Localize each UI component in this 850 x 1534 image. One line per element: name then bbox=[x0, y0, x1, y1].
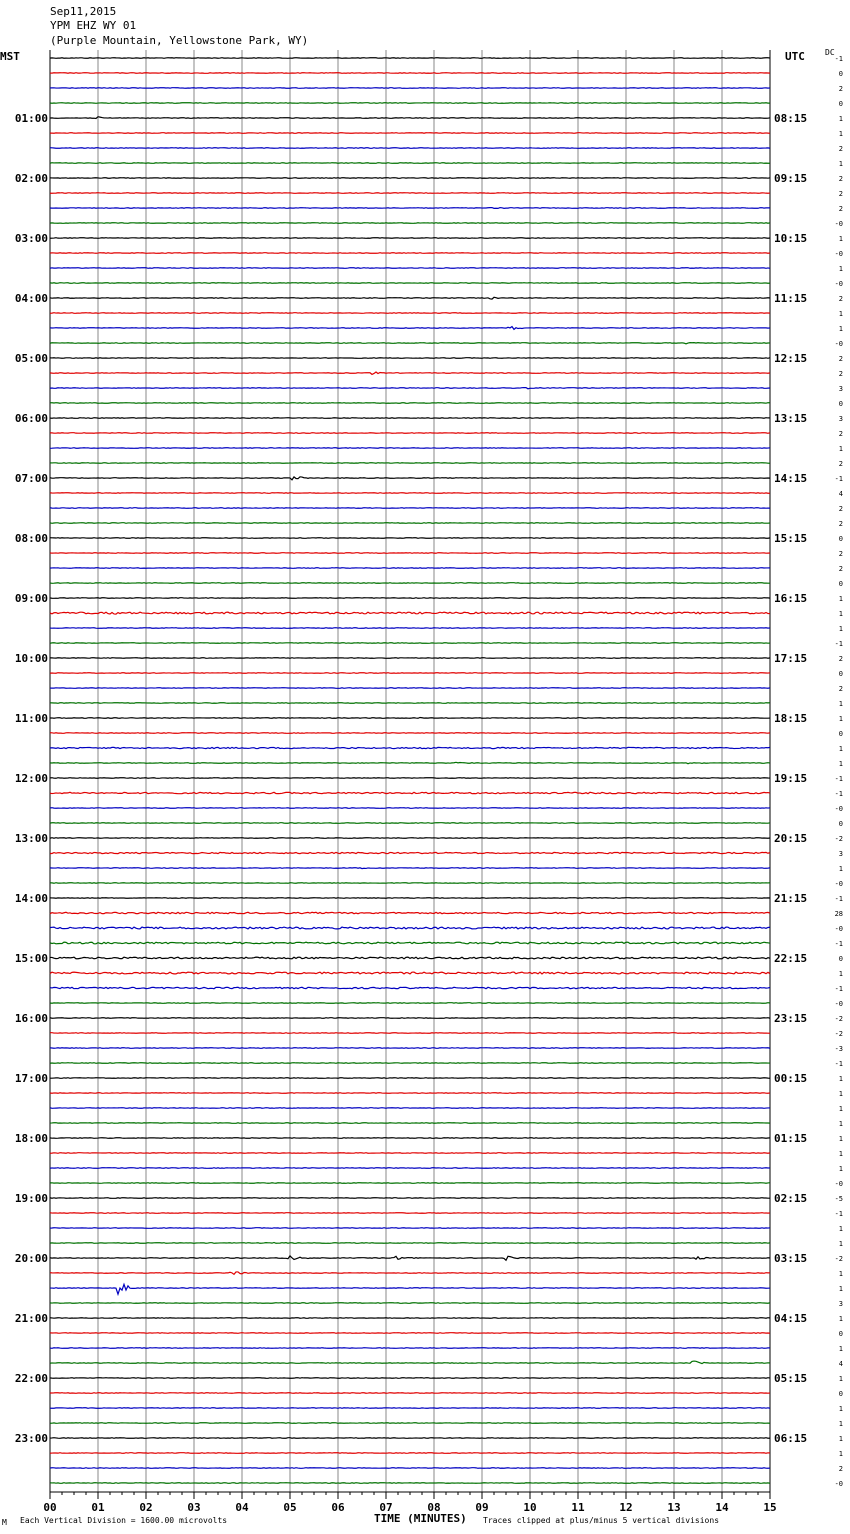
dc-offset-label: 0 bbox=[838, 1390, 843, 1398]
right-timezone-label: UTC bbox=[785, 50, 805, 63]
dc-offset-label: 1 bbox=[838, 1120, 843, 1128]
x-tick-label: 04 bbox=[235, 1501, 249, 1514]
trace-black bbox=[50, 1378, 770, 1379]
dc-offset-label: 1 bbox=[838, 1285, 843, 1293]
trace-black bbox=[50, 778, 770, 779]
dc-offset-label: 1 bbox=[838, 1270, 843, 1278]
x-tick-label: 02 bbox=[139, 1501, 153, 1514]
left-hour-label: 05:00 bbox=[14, 352, 48, 365]
x-tick-label: 03 bbox=[187, 1501, 201, 1514]
trace-red bbox=[50, 733, 770, 734]
trace-red bbox=[50, 372, 770, 374]
dc-offset-label: 2 bbox=[838, 520, 843, 528]
trace-red bbox=[50, 1453, 770, 1454]
left-hour-label: 17:00 bbox=[14, 1072, 48, 1085]
dc-offset-label: -0 bbox=[834, 1180, 843, 1188]
x-tick-label: 06 bbox=[331, 1501, 345, 1514]
trace-red bbox=[50, 553, 770, 554]
left-hour-label: 13:00 bbox=[14, 832, 48, 845]
dc-offset-label: 1 bbox=[838, 1315, 843, 1323]
x-tick-label: 01 bbox=[91, 1501, 105, 1514]
dc-offset-label: 1 bbox=[838, 1135, 843, 1143]
trace-red bbox=[50, 852, 770, 853]
dc-offset-label: 1 bbox=[838, 445, 843, 453]
trace-black bbox=[50, 1438, 770, 1439]
right-hour-label: 21:15 bbox=[774, 892, 808, 905]
dc-offset-label: -3 bbox=[834, 1045, 843, 1053]
left-hour-label: 09:00 bbox=[14, 592, 48, 605]
dc-offset-label: 3 bbox=[838, 850, 843, 858]
trace-green bbox=[50, 223, 770, 224]
station-location: (Purple Mountain, Yellowstone Park, WY) bbox=[50, 34, 309, 47]
dc-offset-label: 4 bbox=[838, 1360, 843, 1368]
dc-offset-label: 2 bbox=[838, 85, 843, 93]
x-tick-label: 12 bbox=[619, 1501, 633, 1514]
dc-offset-label: 1 bbox=[838, 865, 843, 873]
chart-date: Sep11,2015 bbox=[50, 5, 117, 18]
dc-offset-label: 2 bbox=[838, 685, 843, 693]
dc-offset-label: 1 bbox=[838, 1225, 843, 1233]
trace-red bbox=[50, 433, 770, 434]
dc-offset-label: 0 bbox=[838, 730, 843, 738]
dc-offset-label: 1 bbox=[838, 130, 843, 138]
trace-black bbox=[50, 418, 770, 419]
trace-black bbox=[50, 838, 770, 839]
trace-blue bbox=[50, 987, 770, 988]
right-hour-label: 13:15 bbox=[774, 412, 808, 425]
dc-offset-label: -1 bbox=[834, 895, 843, 903]
trace-red bbox=[50, 193, 770, 194]
x-tick-label: 10 bbox=[523, 1501, 537, 1514]
dc-offset-label: 2 bbox=[838, 505, 843, 513]
trace-black bbox=[50, 1256, 770, 1260]
trace-green bbox=[50, 1123, 770, 1124]
trace-blue bbox=[50, 868, 770, 869]
trace-red bbox=[50, 1153, 770, 1154]
dc-offset-label: -2 bbox=[834, 1015, 843, 1023]
trace-green bbox=[50, 1361, 770, 1364]
right-hour-label: 03:15 bbox=[774, 1252, 808, 1265]
trace-blue bbox=[50, 688, 770, 689]
dc-offset-label: 0 bbox=[838, 400, 843, 408]
dc-offset-label: 4 bbox=[838, 490, 843, 498]
x-tick-label: 05 bbox=[283, 1501, 297, 1514]
trace-green bbox=[50, 523, 770, 524]
left-hour-label: 12:00 bbox=[14, 772, 48, 785]
dc-offset-label: 1 bbox=[838, 1375, 843, 1383]
trace-red bbox=[50, 73, 770, 74]
right-hour-label: 18:15 bbox=[774, 712, 808, 725]
dc-offset-label: 2 bbox=[838, 370, 843, 378]
corner-mark: M bbox=[2, 1518, 7, 1527]
dc-offset-label: 0 bbox=[838, 100, 843, 108]
trace-layer bbox=[50, 58, 770, 1484]
dc-offset-label: 2 bbox=[838, 460, 843, 468]
x-tick-label: 07 bbox=[379, 1501, 393, 1514]
dc-offset-label: 0 bbox=[838, 70, 843, 78]
dc-offset-label: 1 bbox=[838, 1240, 843, 1248]
dc-offset-label: 3 bbox=[838, 385, 843, 393]
dc-offset-label: -0 bbox=[834, 925, 843, 933]
trace-red bbox=[50, 1272, 770, 1274]
dc-offset-label: 1 bbox=[838, 235, 843, 243]
right-hour-label: 11:15 bbox=[774, 292, 808, 305]
trace-green bbox=[50, 1303, 770, 1304]
right-hour-label: 20:15 bbox=[774, 832, 808, 845]
trace-green bbox=[50, 1003, 770, 1004]
trace-blue bbox=[50, 268, 770, 269]
dc-offset-label: 0 bbox=[838, 670, 843, 678]
trace-green bbox=[50, 463, 770, 464]
dc-offset-label: 1 bbox=[838, 625, 843, 633]
trace-red bbox=[50, 612, 770, 614]
left-hour-label: 20:00 bbox=[14, 1252, 48, 1265]
right-hour-label: 06:15 bbox=[774, 1432, 808, 1445]
trace-red bbox=[50, 972, 770, 974]
left-hour-label: 16:00 bbox=[14, 1012, 48, 1025]
dc-offset-label: 2 bbox=[838, 565, 843, 573]
trace-black bbox=[50, 58, 770, 59]
trace-red bbox=[50, 133, 770, 134]
trace-black bbox=[50, 1198, 770, 1199]
dc-offset-label: 1 bbox=[838, 1075, 843, 1083]
dc-offset-label: 1 bbox=[838, 745, 843, 753]
right-hour-label: 04:15 bbox=[774, 1312, 808, 1325]
right-hour-label: 12:15 bbox=[774, 352, 808, 365]
dc-offset-label: 2 bbox=[838, 430, 843, 438]
trace-blue bbox=[50, 568, 770, 569]
left-hour-label: 10:00 bbox=[14, 652, 48, 665]
trace-black bbox=[50, 538, 770, 539]
trace-black bbox=[50, 658, 770, 659]
dc-offset-label: 2 bbox=[838, 655, 843, 663]
x-tick-label: 09 bbox=[475, 1501, 489, 1514]
trace-green bbox=[50, 163, 770, 164]
trace-green bbox=[50, 283, 770, 284]
dc-offset-label: 2 bbox=[838, 190, 843, 198]
left-hour-label: 22:00 bbox=[14, 1372, 48, 1385]
dc-offset-label: 1 bbox=[838, 325, 843, 333]
left-hour-label: 19:00 bbox=[14, 1192, 48, 1205]
dc-offset-label: -1 bbox=[834, 640, 843, 648]
right-hour-label: 19:15 bbox=[774, 772, 808, 785]
trace-blue bbox=[50, 1348, 770, 1349]
x-tick-label: 15 bbox=[763, 1501, 777, 1514]
trace-red bbox=[50, 912, 770, 913]
trace-red bbox=[50, 1093, 770, 1094]
left-hour-label: 18:00 bbox=[14, 1132, 48, 1145]
dc-offset-label: -2 bbox=[834, 1030, 843, 1038]
right-hour-label: 23:15 bbox=[774, 1012, 808, 1025]
trace-blue bbox=[50, 1408, 770, 1409]
trace-blue bbox=[50, 148, 770, 149]
dc-offset-label: 1 bbox=[838, 1150, 843, 1158]
dc-offset-label: 2 bbox=[838, 550, 843, 558]
dc-offset-label: -0 bbox=[834, 1000, 843, 1008]
left-hour-label: 04:00 bbox=[14, 292, 48, 305]
dc-offset-label: 28 bbox=[834, 910, 843, 918]
trace-green bbox=[50, 762, 770, 763]
dc-offset-label: 1 bbox=[838, 310, 843, 318]
trace-green bbox=[50, 343, 770, 344]
trace-black bbox=[50, 1078, 770, 1079]
dc-offset-label: 3 bbox=[838, 415, 843, 423]
dc-offset-label: -0 bbox=[834, 805, 843, 813]
dc-offset-label: 0 bbox=[838, 535, 843, 543]
right-hour-label: 17:15 bbox=[774, 652, 808, 665]
dc-offset-label: 1 bbox=[838, 160, 843, 168]
left-hour-label: 02:00 bbox=[14, 172, 48, 185]
trace-blue bbox=[50, 747, 770, 748]
left-hour-label: 03:00 bbox=[14, 232, 48, 245]
x-axis-label: TIME (MINUTES) bbox=[374, 1512, 467, 1525]
dc-offset-label: -0 bbox=[834, 1480, 843, 1488]
trace-blue bbox=[50, 327, 770, 330]
trace-black bbox=[50, 957, 770, 959]
trace-red bbox=[50, 673, 770, 674]
right-hour-label: 08:15 bbox=[774, 112, 808, 125]
trace-red bbox=[50, 792, 770, 793]
station-code: YPM EHZ WY 01 bbox=[50, 19, 137, 32]
dc-offset-label: -2 bbox=[834, 1255, 843, 1263]
dc-offset-label: 1 bbox=[838, 1165, 843, 1173]
dc-offset-label: 1 bbox=[838, 1345, 843, 1353]
trace-black bbox=[50, 117, 770, 119]
left-hour-label: 23:00 bbox=[14, 1432, 48, 1445]
dc-offset-label: 0 bbox=[838, 580, 843, 588]
trace-green bbox=[50, 643, 770, 644]
dc-offset-label: -2 bbox=[834, 835, 843, 843]
x-tick-label: 13 bbox=[667, 1501, 681, 1514]
trace-blue bbox=[50, 388, 770, 389]
trace-green bbox=[50, 1483, 770, 1484]
trace-blue bbox=[50, 1168, 770, 1169]
dc-label: DC bbox=[825, 48, 835, 57]
dc-offset-label: -1 bbox=[834, 1060, 843, 1068]
dc-offset-label: 2 bbox=[838, 355, 843, 363]
trace-black bbox=[50, 477, 770, 480]
dc-offset-label: 1 bbox=[838, 1090, 843, 1098]
dc-offset-label: -1 bbox=[834, 55, 843, 63]
trace-blue bbox=[50, 88, 770, 89]
dc-offset-label: 1 bbox=[838, 1405, 843, 1413]
dc-offset-label: 2 bbox=[838, 145, 843, 153]
trace-red bbox=[50, 493, 770, 494]
trace-blue bbox=[50, 1284, 770, 1294]
trace-green bbox=[50, 823, 770, 824]
left-hour-label: 11:00 bbox=[14, 712, 48, 725]
right-hour-label: 15:15 bbox=[774, 532, 808, 545]
left-hour-label: 15:00 bbox=[14, 952, 48, 965]
trace-green bbox=[50, 1423, 770, 1424]
dc-offset-label: 2 bbox=[838, 205, 843, 213]
dc-offset-label: 2 bbox=[838, 175, 843, 183]
right-hour-label: 10:15 bbox=[774, 232, 808, 245]
x-tick-label: 00 bbox=[43, 1501, 57, 1514]
left-hour-label: 01:00 bbox=[14, 112, 48, 125]
dc-offset-label: -1 bbox=[834, 940, 843, 948]
right-hour-label: 22:15 bbox=[774, 952, 808, 965]
label-layer bbox=[15, 55, 843, 1514]
trace-blue bbox=[50, 628, 770, 629]
dc-offset-label: -1 bbox=[834, 775, 843, 783]
dc-offset-label: 1 bbox=[838, 760, 843, 768]
dc-offset-label: -0 bbox=[834, 220, 843, 228]
dc-offset-label: 1 bbox=[838, 265, 843, 273]
dc-offset-label: 2 bbox=[838, 295, 843, 303]
right-hour-label: 00:15 bbox=[774, 1072, 808, 1085]
left-hour-label: 14:00 bbox=[14, 892, 48, 905]
trace-blue bbox=[50, 808, 770, 809]
trace-red bbox=[50, 313, 770, 314]
dc-offset-label: 1 bbox=[838, 1435, 843, 1443]
dc-offset-label: 1 bbox=[838, 970, 843, 978]
trace-red bbox=[50, 1213, 770, 1214]
dc-offset-label: 1 bbox=[838, 700, 843, 708]
dc-offset-label: 1 bbox=[838, 610, 843, 618]
dc-offset-label: 1 bbox=[838, 715, 843, 723]
trace-green bbox=[50, 1242, 770, 1243]
dc-offset-label: 0 bbox=[838, 1330, 843, 1338]
dc-offset-label: 2 bbox=[838, 1465, 843, 1473]
trace-black bbox=[50, 178, 770, 179]
trace-black bbox=[50, 898, 770, 899]
trace-blue bbox=[50, 508, 770, 509]
trace-green bbox=[50, 1063, 770, 1064]
trace-green bbox=[50, 403, 770, 404]
trace-green bbox=[50, 1183, 770, 1184]
trace-red bbox=[50, 1393, 770, 1394]
dc-offset-label: -0 bbox=[834, 250, 843, 258]
trace-green bbox=[50, 103, 770, 104]
trace-black bbox=[50, 1318, 770, 1319]
trace-green bbox=[50, 703, 770, 704]
x-tick-label: 11 bbox=[571, 1501, 585, 1514]
dc-offset-label: 1 bbox=[838, 1450, 843, 1458]
trace-green bbox=[50, 583, 770, 584]
clip-note: Traces clipped at plus/minus 5 vertical divisions bbox=[483, 1516, 720, 1525]
left-hour-label: 07:00 bbox=[14, 472, 48, 485]
dc-offset-label: 1 bbox=[838, 1105, 843, 1113]
left-hour-label: 06:00 bbox=[14, 412, 48, 425]
trace-black bbox=[50, 358, 770, 359]
trace-blue bbox=[50, 927, 770, 929]
right-hour-label: 05:15 bbox=[774, 1372, 808, 1385]
trace-black bbox=[50, 1018, 770, 1019]
dc-offset-label: 1 bbox=[838, 1420, 843, 1428]
x-tick-label: 14 bbox=[715, 1501, 729, 1514]
trace-black bbox=[50, 238, 770, 239]
x-tick-label: 08 bbox=[427, 1501, 441, 1514]
right-hour-label: 14:15 bbox=[774, 472, 808, 485]
dc-offset-label: 0 bbox=[838, 820, 843, 828]
dc-offset-label: 1 bbox=[838, 595, 843, 603]
right-hour-label: 09:15 bbox=[774, 172, 808, 185]
trace-black bbox=[50, 598, 770, 599]
dc-offset-label: -1 bbox=[834, 475, 843, 483]
dc-offset-label: -0 bbox=[834, 340, 843, 348]
trace-red bbox=[50, 1333, 770, 1334]
dc-offset-label: -0 bbox=[834, 280, 843, 288]
dc-offset-label: -1 bbox=[834, 790, 843, 798]
dc-offset-label: 3 bbox=[838, 1300, 843, 1308]
dc-offset-label: -0 bbox=[834, 880, 843, 888]
right-hour-label: 02:15 bbox=[774, 1192, 808, 1205]
dc-offset-label: -1 bbox=[834, 985, 843, 993]
trace-green bbox=[50, 942, 770, 944]
trace-black bbox=[50, 1138, 770, 1139]
trace-red bbox=[50, 1033, 770, 1034]
right-hour-label: 16:15 bbox=[774, 592, 808, 605]
trace-black bbox=[50, 297, 770, 299]
scale-note: Each Vertical Division = 1600.00 microvolts bbox=[20, 1516, 228, 1525]
trace-green bbox=[50, 883, 770, 884]
trace-red bbox=[50, 253, 770, 254]
dc-offset-label: -5 bbox=[834, 1195, 843, 1203]
left-timezone-label: MST bbox=[0, 50, 20, 63]
dc-offset-label: 1 bbox=[838, 115, 843, 123]
trace-blue bbox=[50, 1228, 770, 1229]
right-hour-label: 01:15 bbox=[774, 1132, 808, 1145]
dc-offset-label: -1 bbox=[834, 1210, 843, 1218]
trace-blue bbox=[50, 1468, 770, 1469]
dc-offset-label: 0 bbox=[838, 955, 843, 963]
trace-blue bbox=[50, 448, 770, 449]
left-hour-label: 21:00 bbox=[14, 1312, 48, 1325]
trace-blue bbox=[50, 1108, 770, 1109]
left-hour-label: 08:00 bbox=[14, 532, 48, 545]
trace-blue bbox=[50, 1048, 770, 1049]
trace-blue bbox=[50, 208, 770, 209]
trace-black bbox=[50, 717, 770, 718]
